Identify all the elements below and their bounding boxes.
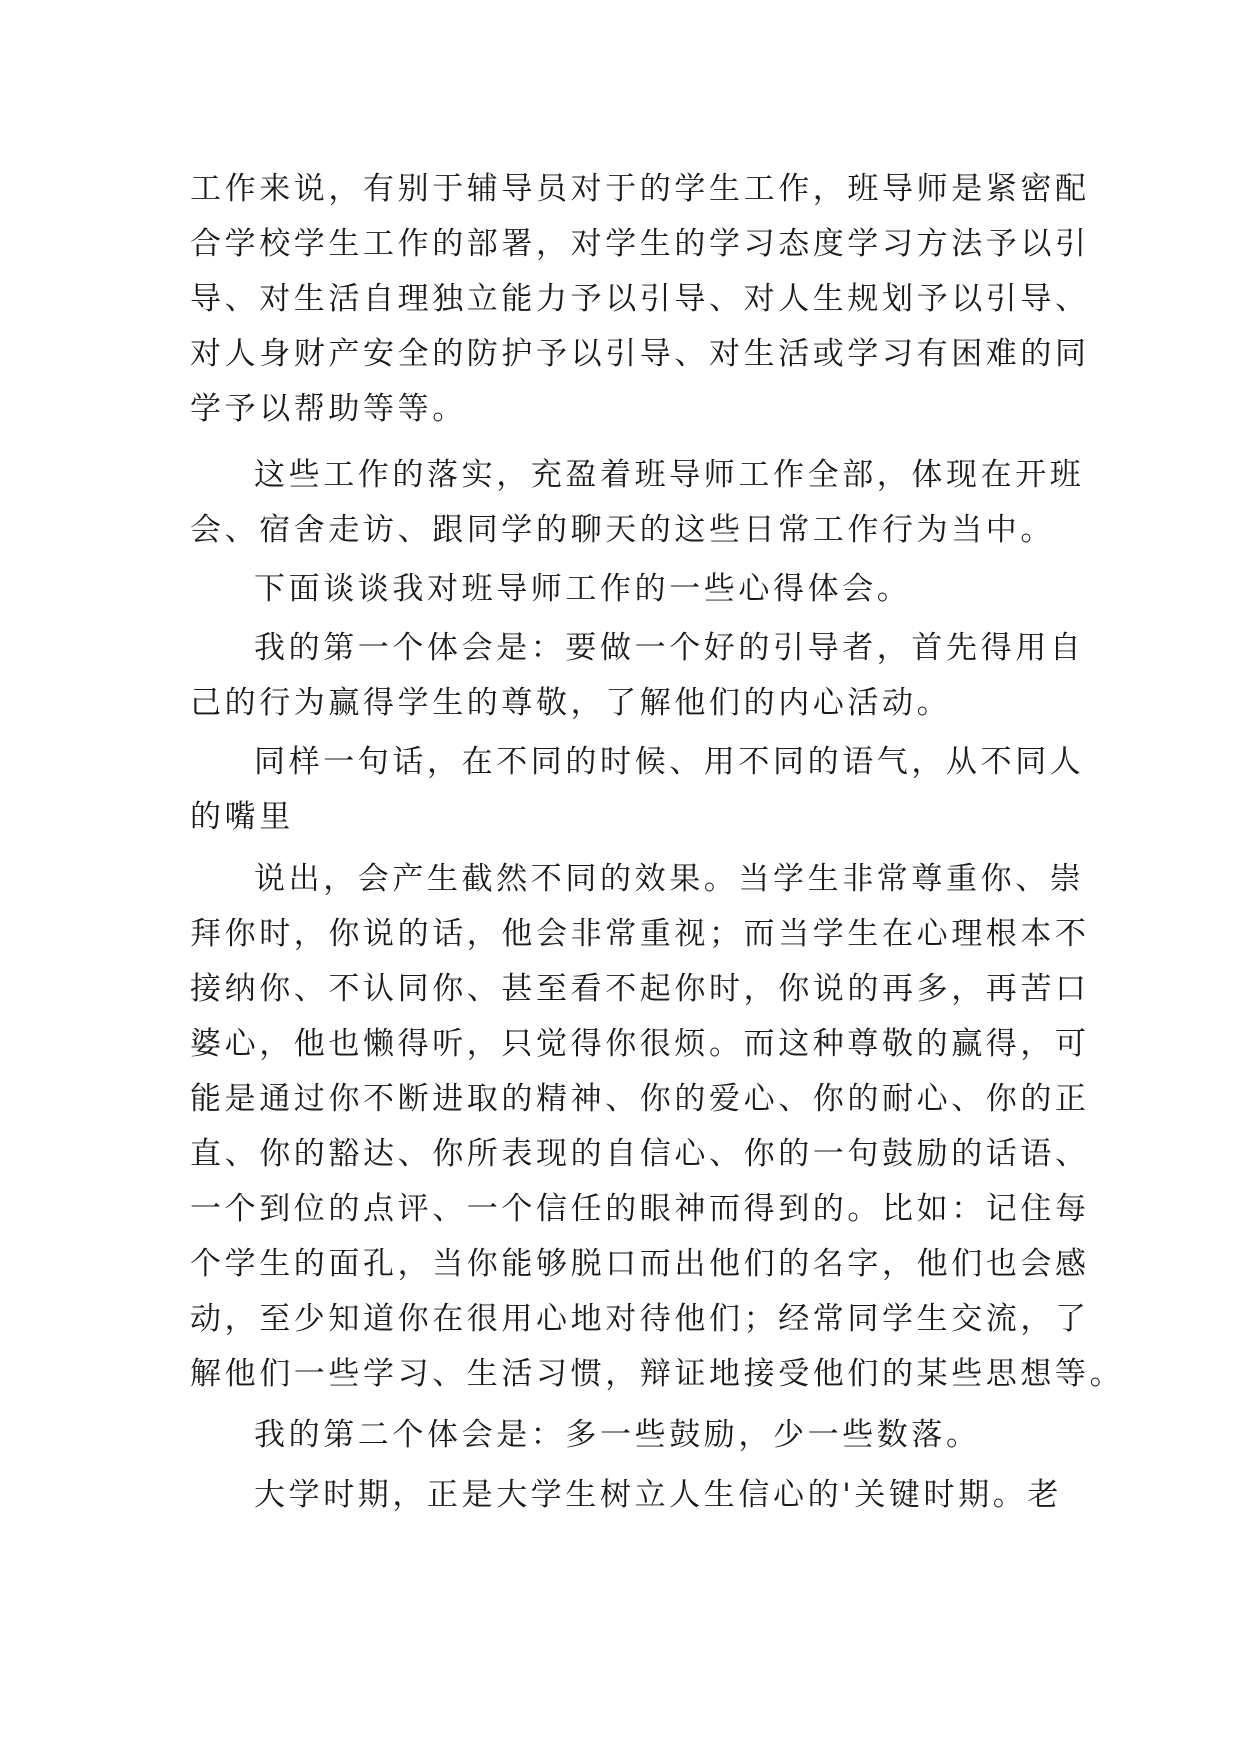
text-line: 这些工作的落实，充盈着班导师工作全部，体现在开班 — [254, 457, 1085, 493]
text-line: 能是通过你不断进取的精神、你的爱心、你的耐心、你的正 — [190, 1081, 1090, 1117]
text-line: 婆心，他也懒得听，只觉得你很烦。而这种尊敬的赢得，可 — [190, 1026, 1090, 1062]
text-line: 大学时期，正是大学生树立人生信心的'关键时期。老 — [254, 1477, 1062, 1513]
text-line: 说出，会产生截然不同的效果。当学生非常尊重你、崇 — [254, 861, 1085, 897]
text-line: 动，至少知道你在很用心地对待他们；经常同学生交流，了 — [190, 1301, 1090, 1337]
text-line: 一个到位的点评、一个信任的眼神而得到的。比如：记住每 — [190, 1191, 1090, 1227]
text-line: 我的第二个体会是：多一些鼓励，少一些数落。 — [254, 1417, 981, 1453]
text-line: 工作来说，有别于辅导员对于的学生工作，班导师是紧密配 — [190, 171, 1090, 207]
text-line: 我的第一个体会是：要做一个好的引导者，首先得用自 — [254, 630, 1085, 666]
text-line: 学予以帮助等等。 — [190, 391, 467, 427]
text-line: 导、对生活自理独立能力予以引导、对人生规划予以引导、 — [190, 281, 1090, 317]
text-line: 己的行为赢得学生的尊敬，了解他们的内心活动。 — [190, 685, 952, 721]
text-line: 合学校学生工作的部署，对学生的学习态度学习方法予以引 — [190, 226, 1090, 262]
text-line: 会、宿舍走访、跟同学的聊天的这些日常工作行为当中。 — [190, 512, 1055, 548]
text-line: 拜你时，你说的话，他会非常重视；而当学生在心理根本不 — [190, 916, 1090, 952]
text-line: 对人身财产安全的防护予以引导、对生活或学习有困难的同 — [190, 336, 1090, 372]
text-line: 的嘴里 — [190, 799, 294, 835]
text-line: 个学生的面孔，当你能够脱口而出他们的名字，他们也会感 — [190, 1246, 1090, 1282]
text-line: 同样一句话，在不同的时候、用不同的语气，从不同人 — [254, 744, 1085, 780]
text-line: 直、你的豁达、你所表现的自信心、你的一句鼓励的话语、 — [190, 1136, 1090, 1172]
text-line: 接纳你、不认同你、甚至看不起你时，你说的再多，再苦口 — [190, 971, 1090, 1007]
text-line: 解他们一些学习、生活习惯，辩证地接受他们的某些思想等。 — [190, 1356, 1125, 1392]
text-line: 下面谈谈我对班导师工作的一些心得体会。 — [254, 571, 912, 607]
